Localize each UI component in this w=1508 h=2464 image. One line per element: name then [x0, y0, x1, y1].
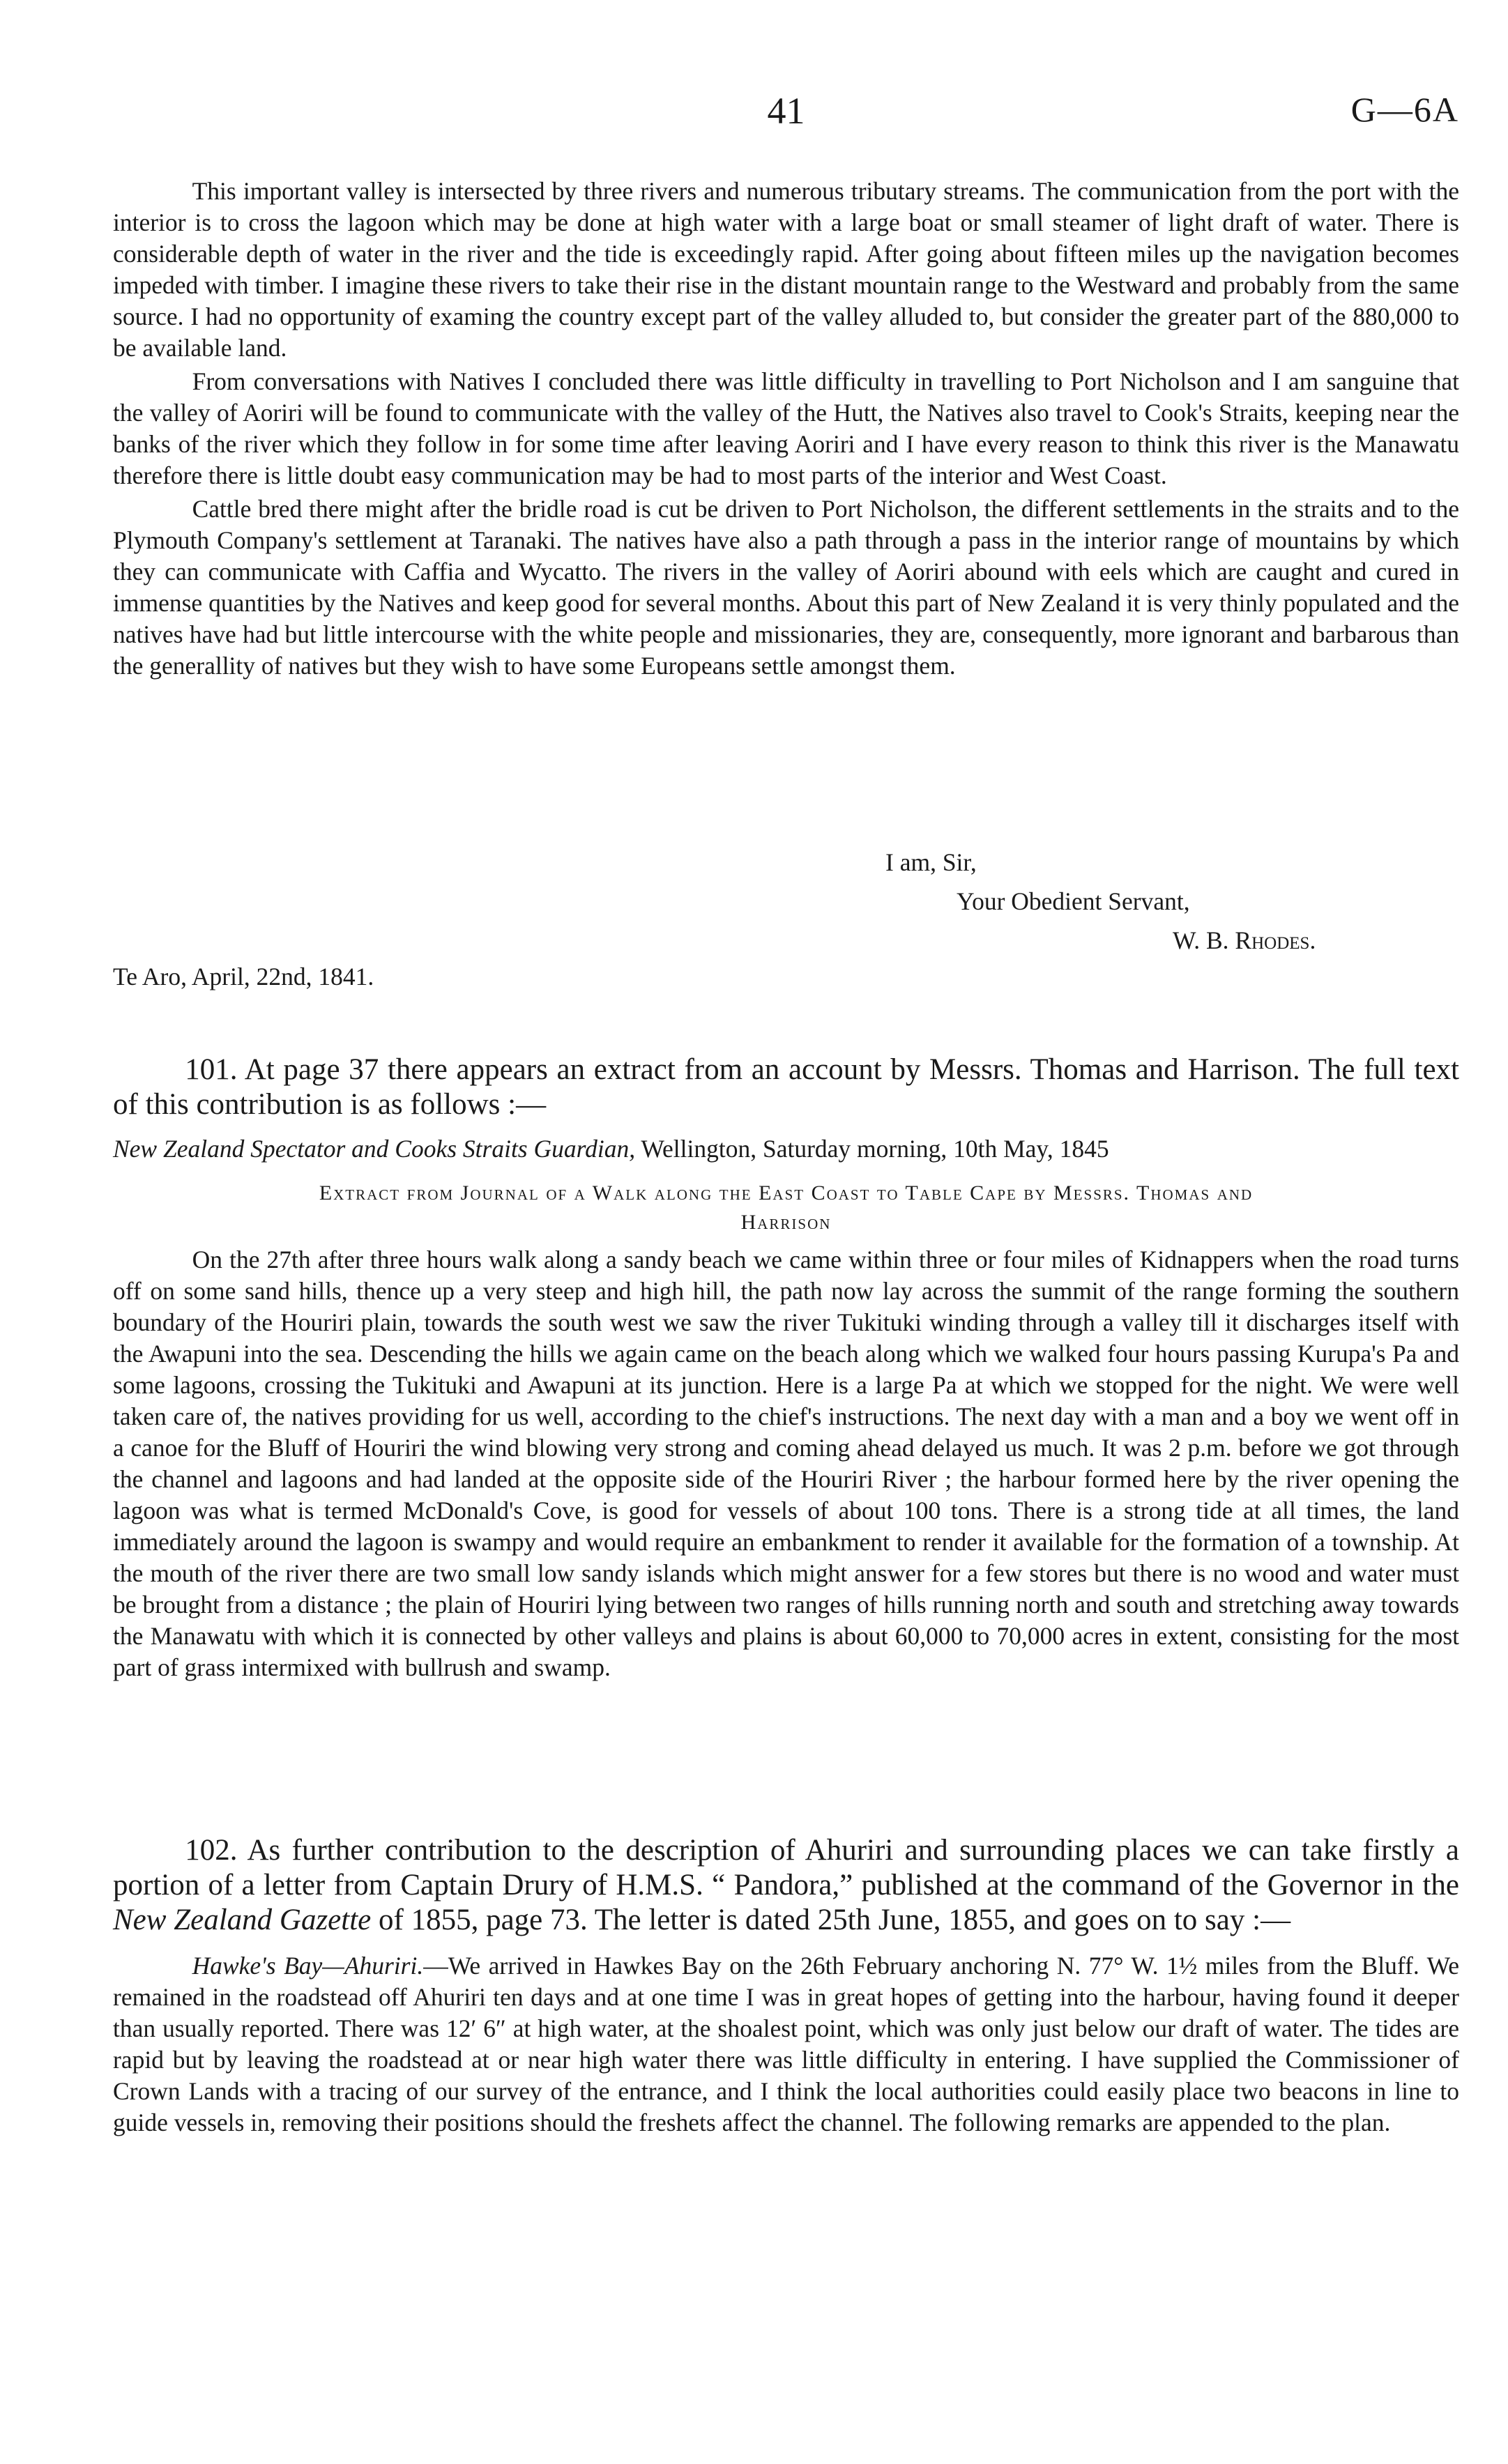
letter-paragraph: From conversations with Natives I concluded there was little difficulty in travelling to Port Nicholson and I am sanguine that the valley of Aoriri will be found to communicate with the valley of the Hutt, the Natives also travel to Cook's Straits, keeping near the banks of the river which they follow in for some time after leaving Aoriri and I have every reason to think this river is the Manawatu therefore there is little doubt easy communication may be had to most parts of the interior and West Coast.	[113, 367, 1459, 489]
page-number: 41	[767, 90, 805, 132]
extract-body: On the 27th after three hours walk along a sandy beach we came within three or four miles of Kidnappers when the road turns off on some sand hills, thence up a very steep and high hill, the path now lay across the summit of the range forming the southern boundary of the Houriri plain, towards the south west we saw the river Tukituki winding through a valley till it discharges itself with the Awapuni into the sea. Descending the hills we again came on the beach along which we walked four hours passing Kurupa's Pa and some lagoons, crossing the Tukituki and Awapuni at its junction. Here is a large Pa at which we stopped for the night. We were well taken care of, the natives providing for us well, according to the chief's instructions. The next day with a man and a boy we went off in a canoe for the Bluff of Houriri the wind blowing very strong and coming ahead delayed us much. It was 2 p.m. before we got through the channel and lagoons and had landed at the opposite side of the Houriri River ; the harbour formed here by the river opening the lagoon was what is termed McDonald's Cove, is good for vessels of about 100 tons. There is a strong tide at all times, the land immediately around the lagoon is swampy and would require an embankment to render it available for the formation of a township. At the mouth of the river there are two small low sandy islands which might answer for a few stores but there is no wood and water must be brought from a distance ; the plain of Houriri lying between two ranges of hills running north and south and stretching away towards the Manawatu with which it is connected by other valleys and plains is about 60,000 to 70,000 acres in extent, consisting for the most part of grass intermixed with bullrush and swamp.	[113, 1246, 1459, 1681]
source-details: Wellington, Saturday morning, 10th May, 1845	[635, 1135, 1109, 1163]
extract-heading-line2: Harrison	[740, 1211, 832, 1234]
extract-heading	[113, 1179, 1459, 1237]
dateline: Te Aro, April, 22nd, 1841.	[113, 963, 374, 990]
closing-servant: Your Obedient Servant,	[957, 887, 1190, 915]
section-102	[113, 1833, 1459, 2138]
page-header	[113, 89, 1459, 138]
drury-quote: Hawke's Bay—Ahuriri.—We arrived in Hawkes Bay on the 26th February anchoring N. 77° W. 1½ miles from the Bluff. We remained in the roadstead off Ahuriri ten days and at one time I was in great hopes of getting into the harbour, having found it deeper than usually reported. There was 12′ 6″ at high water, at the shoalest point, which was only just below our draft of water. The tides are rapid but by leaving the roadstead at or near high water there was little difficulty in entering. I have supplied the Commissioner of Crown Lands with a tracing of our survey of the entrance, and I think the local authorities could easily place two beacons in line to guide vessels in, removing their positions should the freshets affect the channel. The following remarks are appended to the plan.	[113, 1952, 1459, 2136]
letter-body	[113, 176, 1459, 682]
section-101	[113, 1053, 1459, 1683]
letter-closing	[113, 845, 1459, 1012]
source-line	[113, 1133, 1459, 1165]
section-101-intro: 101. At page 37 there appears an extract from an account by Messrs. Thomas and Harrison. The full text of this contribution is as follows :—	[113, 1053, 1459, 1121]
section-102-intro: 102. As further contribution to the description of Ahuriri and surrounding places we can take firstly a portion of a letter from Captain Drury of H.M.S. “ Pandora,” published at the command of the Governor in the New Zealand Gazette of 1855, page 73. The letter is dated 25th June, 1855, and goes on to say :—	[113, 1834, 1459, 1936]
letter-paragraph: This important valley is intersected by three rivers and numerous tributary streams. The communication from the port with the interior is to cross the lagoon which may be done at high water with a large boat or small steamer of light draft of water. There is considerable depth of water in the river and the tide is exceedingly rapid. After going about fifteen miles up the navigation becomes impeded with timber. I imagine these rivers to take their rise in the distant mountain range to the Westward and probably from the same source. I had no opportunity of examing the country except part of the valley alluded to, but consider the greater part of the 880,000 to be available land.	[113, 177, 1459, 362]
extract-heading-line1: Extract from Journal of a Walk along the East Coast to Table Cape by Messrs. Thomas and	[319, 1181, 1254, 1204]
closing-salutation: I am, Sir,	[885, 848, 977, 876]
signature: W. B. Rhodes.	[1173, 926, 1316, 954]
source-title: New Zealand Spectator and Cooks Straits Guardian,	[113, 1135, 636, 1163]
document-code: G—6A	[1350, 90, 1459, 129]
letter-paragraph: Cattle bred there might after the bridle road is cut be driven to Port Nicholson, the different settlements in the straits and to the Plymouth Company's settlement at Taranaki. The natives have also a path through a pass in the interior range of mountains by which they can communicate with Caffia and Wycatto. The rivers in the valley of Aoriri abound with eels which are caught and cured in immense quantities by the Natives and keep good for several months. About this part of New Zealand it is very thinly populated and the natives have had but little intercourse with the white people and missionaries, they are, consequently, more ignorant and barbarous than the generallity of natives but they wish to have some Europeans settle amongst them.	[113, 495, 1459, 680]
